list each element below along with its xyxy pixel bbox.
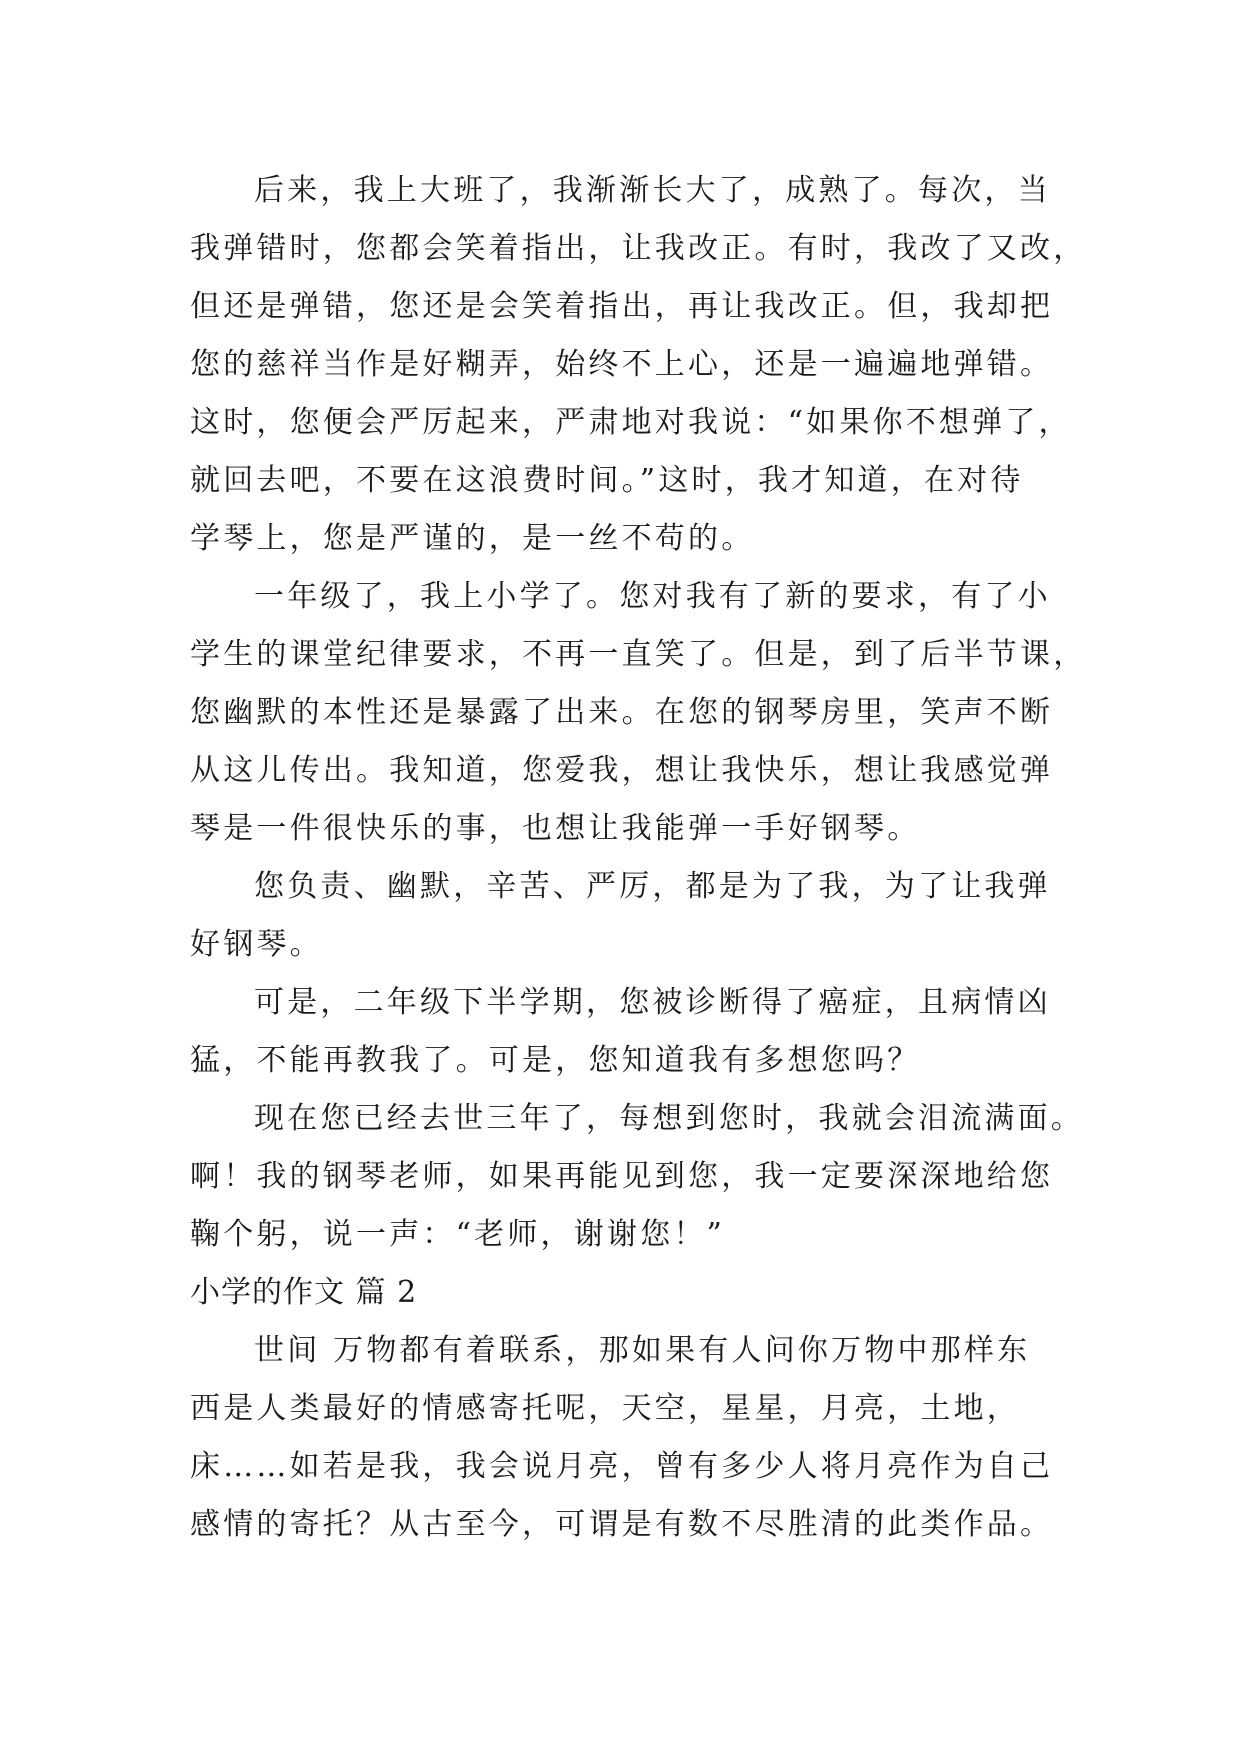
paragraph-line: 后来，我上大班了，我渐渐长大了，成熟了。每次，当 [254,173,1051,208]
paragraph-line: 您负责、幽默，辛苦、严厉，都是为了我，为了让我弹 [254,869,1051,904]
paragraph-line: 您的慈祥当作是好糊弄，始终不上心，还是一遍遍地弹错。 [190,347,1054,382]
paragraph-line: 琴是一件很快乐的事，也想让我能弹一手好钢琴。 [190,811,921,846]
paragraph-line: 学生的课堂纪律要求，不再一直笑了。但是，到了后半节课， [190,637,1087,672]
paragraph-line: 就回去吧，不要在这浪费时间。”这时，我才知道，在对待 [190,463,1024,498]
paragraph-line: 学琴上，您是严谨的，是一丝不苟的。 [190,521,755,556]
paragraph-line: 好钢琴。 [190,927,323,962]
paragraph-line: 感情的寄托？从古至今，可谓是有数不尽胜清的此类作品。 [190,1507,1054,1542]
paragraph-line: 啊！我的钢琴老师，如果再能见到您，我一定要深深地给您 [190,1159,1054,1194]
paragraph-line: 从这儿传出。我知道，您爱我，想让我快乐，想让我感觉弹 [190,753,1054,788]
paragraph-line: 现在您已经去世三年了，每想到您时，我就会泪流满面。 [254,1101,1084,1136]
paragraph-line: 猛，不能再教我了。可是，您知道我有多想您吗？ [190,1043,921,1078]
document-body [190,162,1087,1554]
paragraph-line: 一年级了，我上小学了。您对我有了新的要求，有了小 [254,579,1051,614]
paragraph-line: 这时，您便会严厉起来，严肃地对我说：“如果你不想弹了， [190,405,1072,440]
paragraph-line: 您幽默的本性还是暴露了出来。在您的钢琴房里，笑声不断 [190,695,1054,730]
paragraph-line: 鞠个躬，说一声：“老师，谢谢您！” [190,1217,726,1252]
paragraph-line: 西是人类最好的情感寄托呢，天空，星星，月亮，土地， [190,1391,1020,1426]
paragraph-line: 可是，二年级下半学期，您被诊断得了癌症，且病情凶 [254,985,1051,1020]
paragraph-line: 世间 万物都有着联系，那如果有人问你万物中那样东 [254,1333,1031,1368]
section-heading: 小学的作文 篇 2 [190,1275,418,1310]
paragraph-line: 床……如若是我，我会说月亮，曾有多少人将月亮作为自己 [190,1449,1054,1484]
paragraph-line: 我弹错时，您都会笑着指出，让我改正。有时，我改了又改， [190,231,1087,266]
paragraph-line: 但还是弹错，您还是会笑着指出，再让我改正。但，我却把 [190,289,1054,324]
